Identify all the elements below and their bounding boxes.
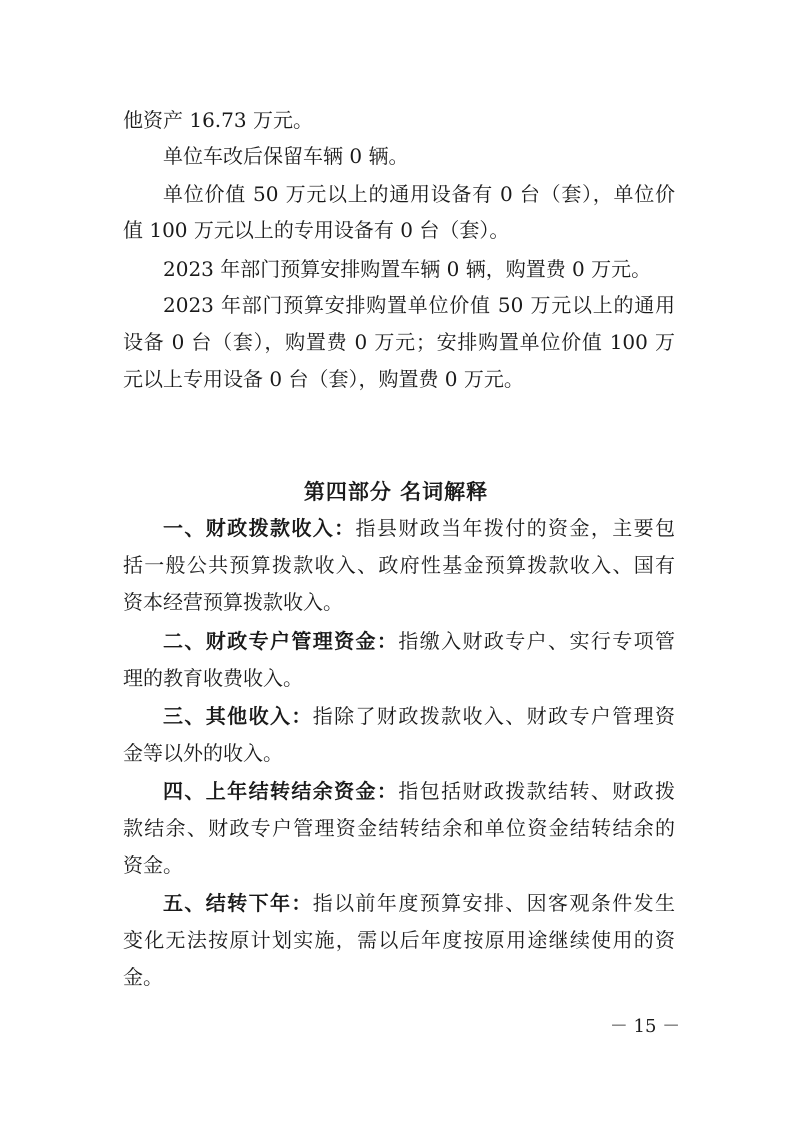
paragraph-line: 2023 年部门预算安排购置单位价值 50 万元以上的通用 xyxy=(163,293,675,317)
definition-text: 指以前年度预算安排、因客观条件发生 xyxy=(312,891,676,915)
definition-term: 四、上年结转结余资金： xyxy=(163,779,399,803)
definition-term: 五、结转下年： xyxy=(163,891,313,915)
definition-text: 指包括财政拨款结转、财政拨 xyxy=(398,779,676,803)
paragraph-line: 单位车改后保留车辆 0 辆。 xyxy=(163,144,409,168)
definition-term: 三、其他收入： xyxy=(163,704,313,728)
paragraph-line: 单位价值 50 万元以上的通用设备有 0 台（套），单位价 xyxy=(163,182,675,206)
definition-text: 指县财政当年拨付的资金，主要包 xyxy=(355,516,676,540)
definition-line: 资本经营预算拨款收入。 xyxy=(123,590,343,614)
definition-line: 金。 xyxy=(123,965,163,989)
definition-line xyxy=(163,623,675,659)
section-title: 第四部分 名词解释 xyxy=(303,480,489,504)
paragraph-line: 2023 年部门预算安排购置车辆 0 辆，购置费 0 万元。 xyxy=(163,257,652,281)
definition-line xyxy=(163,773,675,809)
definition-line xyxy=(163,510,675,546)
definition-term: 一、财政拨款收入： xyxy=(163,516,356,540)
definition-line: 金等以外的收入。 xyxy=(123,741,283,765)
definition-line: 款结余、财政专户管理资金结转结余和单位资金结转结余的 xyxy=(123,816,675,840)
definition-text: 指除了财政拨款收入、财政专户管理资 xyxy=(312,704,676,728)
paragraph-line: 设备 0 台（套），购置费 0 万元；安排购置单位价值 100 万 xyxy=(123,330,675,354)
definition-line xyxy=(163,885,675,921)
page-number: － 15 － xyxy=(609,1016,681,1037)
paragraph-line: 他资产 16.73 万元。 xyxy=(123,108,313,132)
paragraph-line: 元以上专用设备 0 台（套），购置费 0 万元。 xyxy=(123,367,524,391)
definition-line: 理的教育收费收入。 xyxy=(123,666,303,690)
definition-line: 变化无法按原计划实施，需以后年度按原用途继续使用的资 xyxy=(123,928,675,952)
definition-text: 指缴入财政专户、实行专项管 xyxy=(398,629,676,653)
definition-line: 资金。 xyxy=(123,853,183,877)
definition-line xyxy=(163,698,675,734)
definition-line: 括一般公共预算拨款收入、政府性基金预算拨款收入、国有 xyxy=(123,553,675,577)
definition-term: 二、财政专户管理资金： xyxy=(163,629,399,653)
paragraph-line: 值 100 万元以上的专用设备有 0 台（套）。 xyxy=(123,218,510,242)
